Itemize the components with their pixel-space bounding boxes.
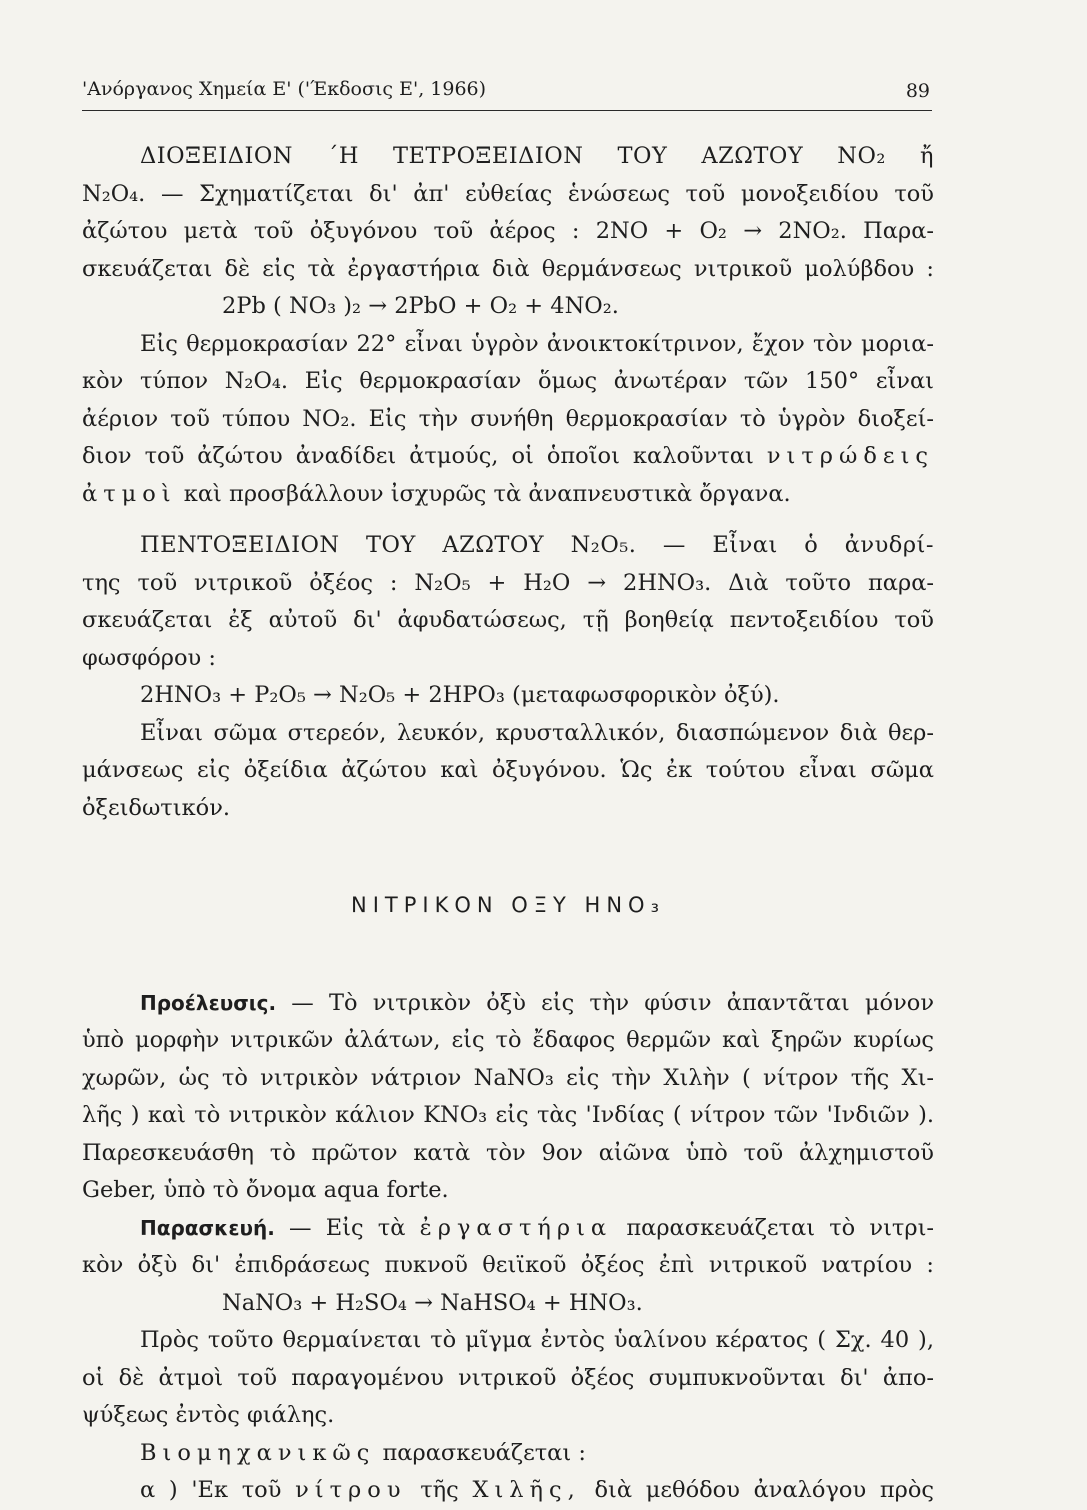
text-line: ὀξειδωτικόν.	[82, 794, 231, 821]
spaced-term: νιτρώδεις	[766, 443, 934, 469]
text-span: — Εἰς τὰ	[289, 1214, 406, 1241]
paragraph-nitrogen-pentoxide	[82, 527, 934, 827]
text-span: — Τὸ νιτρικὸν ὀξὺ εἰς τὴν φύσιν ἀπαντᾶται μόνον	[291, 989, 934, 1016]
text-line: ΠΕΝΤΟΞΕΙΔΙΟΝ ΤΟΥ ΑΖΩΤΟΥ Ν₂Ο₅. — Εἶναι ὁ ἀνυδρί-	[140, 532, 934, 558]
paragraph-origin	[82, 985, 934, 1210]
text-line: ψύξεως ἐντὸς φιάλης.	[82, 1402, 335, 1428]
spaced-term: ἀτμοὶ	[82, 480, 177, 507]
text-line: κὸν τύπον Ν₂Ο₄. Εἰς θερμοκρασίαν ὅμως ἀνωτέραν τῶν 150° εἶναι	[82, 368, 934, 394]
origin-label: Προέλευσις.	[140, 990, 277, 1015]
text-line	[82, 438, 934, 476]
text-line: φωσφόρου :	[82, 644, 216, 671]
page-body	[82, 138, 934, 1510]
text-span: διον τοῦ ἀζώτου ἀναδίδει ἀτμούς, οἱ ὁποῖοι καλοῦνται	[82, 443, 754, 469]
spaced-term: ἐργαστήρια	[419, 1214, 613, 1241]
text-line: ἀζώτου μετὰ τοῦ ὀξυγόνου τοῦ ἀέρος : 2ΝΟ + Ο₂ → 2ΝΟ₂. Παρα-	[82, 218, 934, 244]
text-span: α ) 'Εκ τοῦ	[140, 1477, 282, 1503]
text-line: οἱ δὲ ἀτμοὶ τοῦ παραγομένου νιτρικοῦ ὀξέος συμπυκνοῦνται δι' ἀπο-	[82, 1364, 934, 1391]
paragraph-preparation	[82, 1210, 934, 1510]
text-line: Παρεσκευάσθη τὸ πρῶτον κατὰ τὸν 9ον αἰῶνα ὑπὸ τοῦ ἀλχημιστοῦ	[82, 1139, 934, 1166]
text-line	[82, 1435, 934, 1473]
text-line: ΔΙΟΞΕΙΔΙΟΝ ΄Η ΤΕΤΡΟΞΕΙΔΙΟΝ ΤΟΥ ΑΖΩΤΟΥ ΝΟ₂ ἤ	[140, 143, 934, 169]
text-line: κὸν ὀξὺ δι' ἐπιδράσεως πυκνοῦ θειϊκοῦ ὀξέος ἐπὶ νιτρικοῦ νατρίου :	[82, 1252, 934, 1278]
text-line: μάνσεως εἰς ὀξείδια ἀζώτου καὶ ὀξυγόνου. Ὡς ἐκ τούτου εἶναι σῶμα	[82, 757, 934, 783]
text-line: Geber, ὑπὸ τὸ ὄνομα aqua forte.	[82, 1177, 449, 1203]
running-head-title: 'Ανόργανος Χημεία Ε' ('Έκδοσις Ε', 1966)	[82, 78, 487, 100]
spaced-term: νίτρου	[295, 1477, 407, 1503]
page-number: 89	[905, 80, 930, 102]
text-line: Πρὸς τοῦτο θερμαίνεται τὸ μῖγμα ἐντὸς ὑαλίνου κέρατος ( Σχ. 40 ),	[140, 1327, 934, 1353]
equation-line: 2Pb ( ΝΟ₃ )₂ → 2PbO + Ο₂ + 4ΝΟ₂.	[222, 293, 619, 319]
spaced-term: Βιομηχανικῶς	[140, 1439, 376, 1466]
section-heading: ΝΙΤΡΙΚΟΝ ΟΞΥ ΗΝΟ₃	[350, 893, 666, 917]
text-span: καὶ προσβάλλουν ἰσχυρῶς τὰ ἀναπνευστικὰ ὄργανα.	[183, 480, 791, 507]
preparation-label: Παρασκευή.	[140, 1215, 275, 1240]
text-line: σκευάζεται δὲ εἰς τὰ ἐργαστήρια διὰ θερμάνσεως νιτρικοῦ μολύβδου :	[82, 255, 934, 282]
spaced-term: Χιλῆς,	[472, 1477, 581, 1503]
text-line	[82, 1210, 934, 1248]
text-line: λῆς ) καὶ τὸ νιτρικὸν κάλιον ΚΝΟ₃ εἰς τὰς 'Ινδίας ( νίτρον τῶν 'Ινδιῶν ).	[82, 1102, 934, 1128]
equation-line: NaNO₃ + Η₂SO₄ → NaHSO₄ + ΗΝΟ₃.	[222, 1289, 643, 1316]
equation-line: 2ΗΝΟ₃ + Ρ₂Ο₅ → Ν₂Ο₅ + 2ΗΡΟ₃ (μεταφωσφορικὸν ὀξύ).	[140, 682, 780, 708]
text-line: Ν₂Ο₄. — Σχηματίζεται δι' ἀπ' εὐθείας ἑνώσεως τοῦ μονοξειδίου τοῦ	[82, 180, 934, 207]
text-line: ἀέριον τοῦ τύπου ΝΟ₂. Εἰς τὴν συνήθη θερμοκρασίαν τὸ ὑγρὸν διοξεί-	[82, 405, 934, 432]
text-line: ὑπὸ μορφὴν νιτρικῶν ἀλάτων, εἰς τὸ ἔδαφος θερμῶν καὶ ξηρῶν κυρίως	[82, 1027, 934, 1053]
text-line: σκευάζεται ἐξ αὐτοῦ δι' ἀφυδατώσεως, τῇ βοηθείᾳ πεντοξειδίου τοῦ	[82, 607, 934, 633]
text-span: παρασκευάζεται τὸ νιτρι-	[626, 1214, 934, 1241]
text-span: τῆς	[420, 1477, 459, 1503]
text-span: διὰ μεθόδου ἀναλόγου πρὸς	[594, 1477, 934, 1503]
text-line	[82, 985, 934, 1023]
text-line	[82, 1472, 934, 1510]
text-line	[82, 476, 934, 514]
running-head	[82, 70, 932, 111]
text-line: Εἰς θερμοκρασίαν 22° εἶναι ὑγρὸν ἀνοικτοκίτρινον, ἔχον τὸν μορια-	[140, 330, 934, 357]
paragraph-nitrogen-dioxide	[82, 138, 934, 513]
text-span: παρασκευάζεται :	[382, 1439, 586, 1466]
text-line: Εἶναι σῶμα στερεόν, λευκόν, κρυσταλλικόν, διασπώμενον διὰ θερ-	[140, 719, 934, 746]
text-line: της τοῦ νιτρικοῦ ὀξέος : Ν₂Ο₅ + Η₂Ο → 2ΗΝΟ₃. Διὰ τοῦτο παρα-	[82, 569, 934, 596]
text-line: χωρῶν, ὡς τὸ νιτρικὸν νάτριον NaNO₃ εἰς τὴν Χιλὴν ( νίτρον τῆς Χι-	[82, 1064, 934, 1091]
